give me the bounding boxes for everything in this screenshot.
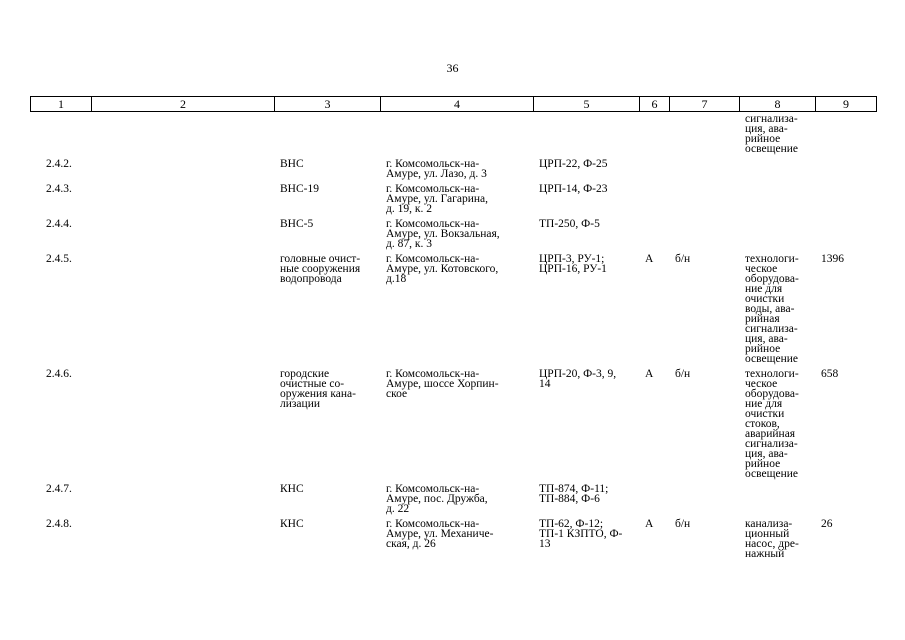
cell-document: б/н bbox=[675, 253, 691, 265]
cell-item-number: 2.4.4. bbox=[46, 218, 72, 230]
cell-equipment bbox=[739, 219, 815, 254]
cell-equipment bbox=[739, 184, 815, 219]
cell-power-kw bbox=[815, 219, 876, 254]
table-row bbox=[30, 219, 876, 254]
cell-equipment: канализа- ционный насос, дре- нажный bbox=[745, 518, 799, 560]
cell-item-number bbox=[30, 114, 91, 159]
header-col-2: 2 bbox=[92, 97, 275, 112]
cell-power-kw bbox=[815, 484, 876, 519]
table-row bbox=[30, 159, 876, 184]
cell-document bbox=[669, 114, 739, 159]
cell-object-name bbox=[274, 114, 380, 159]
cell-category bbox=[639, 184, 669, 219]
cell-power-source: ЦРП-3, РУ-1; ЦРП-16, РУ-1 bbox=[539, 253, 607, 275]
cell-object-name: ВНС bbox=[280, 158, 304, 170]
cell-category bbox=[639, 484, 669, 519]
cell-col-2 bbox=[91, 114, 274, 159]
header-col-6: 6 bbox=[640, 97, 670, 112]
cell-category: А bbox=[645, 253, 654, 265]
header-col-3: 3 bbox=[275, 97, 381, 112]
cell-power-kw: 658 bbox=[821, 368, 839, 380]
cell-col-2 bbox=[91, 484, 274, 519]
cell-power-kw bbox=[815, 114, 876, 159]
cell-equipment: сигнализа- ция, ава- рийное освещение bbox=[745, 113, 798, 155]
header-col-9: 9 bbox=[816, 97, 877, 112]
cell-address: г. Комсомольск-на- Амуре, шоссе Хорпин- ское bbox=[386, 368, 499, 400]
table-row bbox=[30, 254, 876, 369]
cell-object-name: головные очист- ные сооружения водопровода bbox=[280, 253, 361, 285]
cell-power-source: ТП-874, Ф-11; ТП-884, Ф-6 bbox=[539, 483, 609, 505]
cell-document bbox=[669, 184, 739, 219]
table-row bbox=[30, 484, 876, 519]
cell-address: г. Комсомольск-на- Амуре, пос. Дружба, д. 22 bbox=[386, 483, 488, 515]
header-col-5: 5 bbox=[534, 97, 640, 112]
cell-equipment bbox=[739, 484, 815, 519]
cell-object-name: КНС bbox=[280, 483, 304, 495]
header-col-1: 1 bbox=[31, 97, 92, 112]
cell-equipment bbox=[739, 159, 815, 184]
cell-col-2 bbox=[91, 369, 274, 484]
cell-power-source: ЦРП-22, Ф-25 bbox=[539, 158, 608, 170]
cell-object-name: ВНС-5 bbox=[280, 218, 314, 230]
cell-equipment: технологи- ческое оборудова- ние для очистки воды, ава- рийная сигнализа- ция, ава- рийное освещение bbox=[745, 253, 799, 365]
cell-document: б/н bbox=[675, 518, 691, 530]
cell-item-number: 2.4.6. bbox=[46, 368, 72, 380]
cell-item-number: 2.4.3. bbox=[46, 183, 72, 195]
cell-address: г. Комсомольск-на- Амуре, ул. Механиче- ская, д. 26 bbox=[386, 518, 494, 550]
cell-category bbox=[639, 159, 669, 184]
cell-equipment: технологи- ческое оборудова- ние для очистки стоков, аварийная сигнализа- ция, ава- рийное освещение bbox=[745, 368, 799, 480]
cell-document bbox=[669, 484, 739, 519]
table-header bbox=[30, 96, 877, 112]
cell-category bbox=[639, 114, 669, 159]
cell-power-kw bbox=[815, 184, 876, 219]
cell-power-source bbox=[533, 114, 639, 159]
cell-col-2 bbox=[91, 219, 274, 254]
table-row bbox=[30, 369, 876, 484]
cell-col-2 bbox=[91, 159, 274, 184]
cell-object-name: КНС bbox=[280, 518, 304, 530]
cell-power-kw bbox=[815, 159, 876, 184]
cell-address: г. Комсомольск-на- Амуре, ул. Гагарина, д. 19, к. 2 bbox=[386, 183, 488, 215]
cell-power-source: ЦРП-20, Ф-3, 9, 14 bbox=[539, 368, 617, 390]
cell-object-name: городские очистные со- оружения кана- лизации bbox=[280, 368, 356, 410]
cell-item-number: 2.4.8. bbox=[46, 518, 72, 530]
cell-item-number: 2.4.5. bbox=[46, 253, 72, 265]
cell-address: г. Комсомольск-на- Амуре, ул. Котовского, д.18 bbox=[386, 253, 499, 285]
cell-address: г. Комсомольск-на- Амуре, ул. Вокзальная, д. 87, к. 3 bbox=[386, 218, 500, 250]
cell-power-source: ЦРП-14, Ф-23 bbox=[539, 183, 608, 195]
page-number: 36 bbox=[446, 61, 459, 75]
cell-document bbox=[669, 219, 739, 254]
cell-category: А bbox=[645, 368, 654, 380]
cell-power-source: ТП-62, Ф-12; ТП-1 КЗПТО, Ф- 13 bbox=[539, 518, 623, 550]
cell-item-number: 2.4.7. bbox=[46, 483, 72, 495]
table-row bbox=[30, 519, 876, 564]
cell-power-kw: 1396 bbox=[821, 253, 844, 265]
cell-document bbox=[669, 159, 739, 184]
cell-item-number: 2.4.2. bbox=[46, 158, 72, 170]
header-col-7: 7 bbox=[670, 97, 740, 112]
header-col-8: 8 bbox=[740, 97, 816, 112]
cell-category: А bbox=[645, 518, 654, 530]
cell-power-kw: 26 bbox=[821, 518, 833, 530]
cell-address: г. Комсомольск-на- Амуре, ул. Лазо, д. 3 bbox=[386, 158, 487, 180]
cell-power-source: ТП-250, Ф-5 bbox=[539, 218, 600, 230]
cell-object-name: ВНС-19 bbox=[280, 183, 319, 195]
table-body bbox=[30, 114, 876, 564]
cell-col-2 bbox=[91, 519, 274, 564]
cell-category bbox=[639, 219, 669, 254]
cell-col-2 bbox=[91, 254, 274, 369]
cell-address bbox=[380, 114, 533, 159]
table-row bbox=[30, 114, 876, 159]
table-row bbox=[30, 184, 876, 219]
cell-col-2 bbox=[91, 184, 274, 219]
cell-document: б/н bbox=[675, 368, 691, 380]
header-col-4: 4 bbox=[381, 97, 534, 112]
